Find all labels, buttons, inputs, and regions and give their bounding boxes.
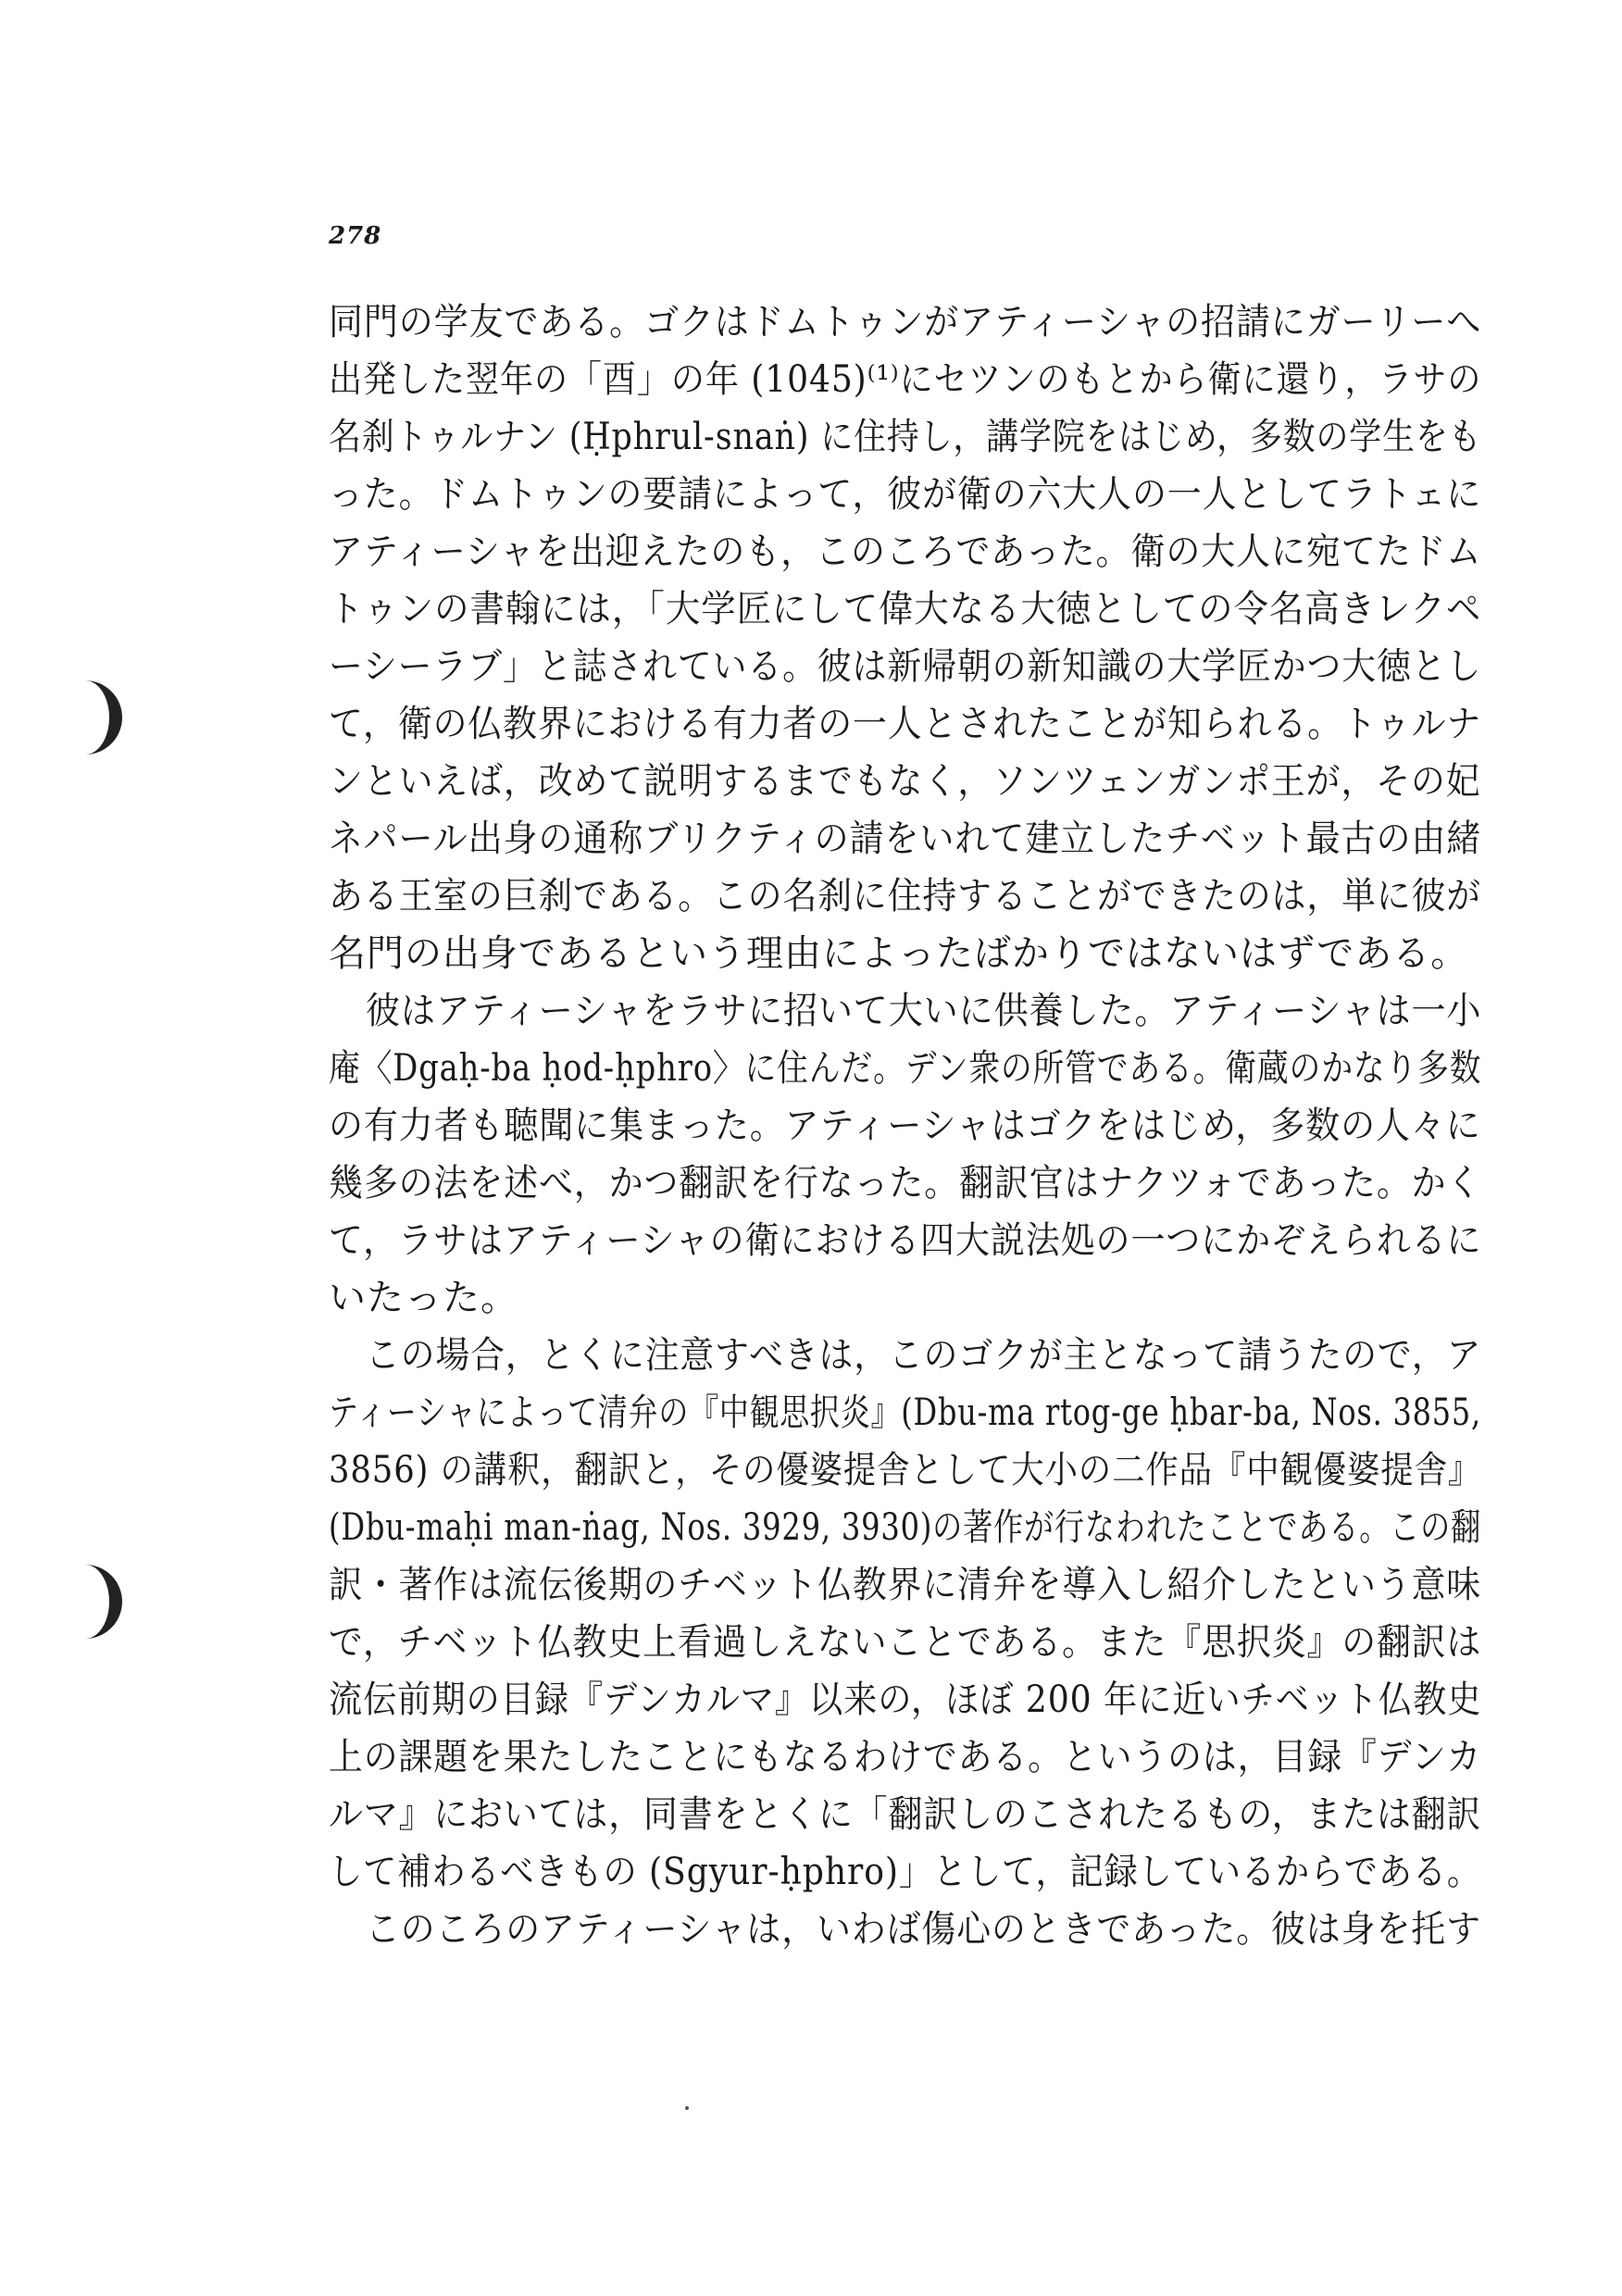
text-line: 3856) の講釈，翻訳と，その優婆提舎として大小の二作品『中観優婆提舎』: [329, 1449, 1482, 1491]
text-line: ネパール出身の通称ブリクティの請をいれて建立したチベット最古の由緒: [329, 817, 1482, 860]
text-line: て，ラサはアティーシャの衛における四大説法処の一つにかぞえられるに: [329, 1219, 1482, 1262]
text-line: 名刹トゥルナン (Ḥphrul-snaṅ) に住持し，講学院をはじめ，多数の学生をも: [329, 416, 1482, 458]
text-line: 名門の出身であるという理由によったばかりではないはずである。: [329, 932, 1469, 975]
scan-speck: [685, 2106, 689, 2110]
text-line: ーシーラブ」と誌されている。彼は新帰朝の新知識の大学匠かつ大徳とし: [329, 645, 1482, 688]
text-line: で，チベット仏教史上看過しえないことである。また『思択炎』の翻訳は: [329, 1621, 1482, 1664]
text-line: 庵〈Dgaḥ-ba ḥod-ḥphro〉に住んだ。デン衆の所管である。衛蔵のかなり多数: [329, 1047, 1482, 1090]
text-line: 上の課題を果たしたことにもなるわけである。というのは，目録『デンカ: [329, 1736, 1482, 1778]
text-line: ンといえば，改めて説明するまでもなく，ソンツェンガンポ王が，その妃: [329, 760, 1481, 803]
text-line: (Dbu-maḥi man-ṅag, Nos. 3929, 3930)の著作が行なわれたことである。この翻: [329, 1506, 1481, 1549]
page-number: 278: [329, 222, 382, 250]
binding-hole-mark: [85, 680, 122, 755]
text-line: いたった。: [329, 1277, 518, 1319]
text-line: トゥンの書翰には，「大学匠にして偉大なる大徳としての令名高きレクペ: [329, 588, 1482, 630]
text-line: 訳・著作は流伝後期のチベット仏教界に清弁を導入し紹介したという意味: [329, 1564, 1482, 1606]
text-line: 流伝前期の目録『デンカルマ』以来の，ほぼ 200 年に近いチベット仏教史: [329, 1678, 1482, 1721]
text-line: 出発した翌年の「酉」の年 (1045)⁽¹⁾にセツンのもとから衛に還り，ラサの: [329, 358, 1482, 401]
text-line: の有力者も聴聞に集まった。アティーシャはゴクをはじめ，多数の人々に: [329, 1104, 1481, 1147]
text-line: ある王室の巨刹である。この名刹に住持することができたのは，単に彼が: [329, 875, 1482, 917]
paragraph-first-line: このころのアティーシャは，いわば傷心のときであった。彼は身を托す: [366, 1908, 1481, 1951]
text-line: して補わるべきもの (Sgyur-ḥphro)」として，記録しているからである。: [329, 1851, 1482, 1893]
binding-hole-mark: [85, 1565, 122, 1639]
paragraph-first-line: この場合，とくに注意すべきは，このゴクが主となって請うたので，ア: [366, 1334, 1482, 1377]
text-line: アティーシャを出迎えたのも，このころであった。衛の大人に宛てたドム: [329, 530, 1482, 573]
text-line: ルマ』においては，同書をとくに「翻訳しのこされたるもの，または翻訳: [329, 1793, 1482, 1836]
text-line: 幾多の法を述べ，かつ翻訳を行なった。翻訳官はナクツォであった。かく: [329, 1162, 1482, 1204]
paragraph-first-line: 彼はアティーシャをラサに招いて大いに供養した。アティーシャは一小: [366, 990, 1482, 1032]
text-line: て，衛の仏教界における有力者の一人とされたことが知られる。トゥルナ: [329, 703, 1482, 745]
text-line: った。ドムトゥンの要請によって，彼が衛の六大人の一人としてラトェに: [329, 473, 1482, 516]
text-line: 同門の学友である。ゴクはドムトゥンがアティーシャの招請にガーリーへ: [329, 301, 1482, 343]
text-line: ティーシャによって清弁の『中観思択炎』(Dbu-ma rtog-ge ḥbar-ba, Nos. 3855,: [329, 1391, 1481, 1434]
